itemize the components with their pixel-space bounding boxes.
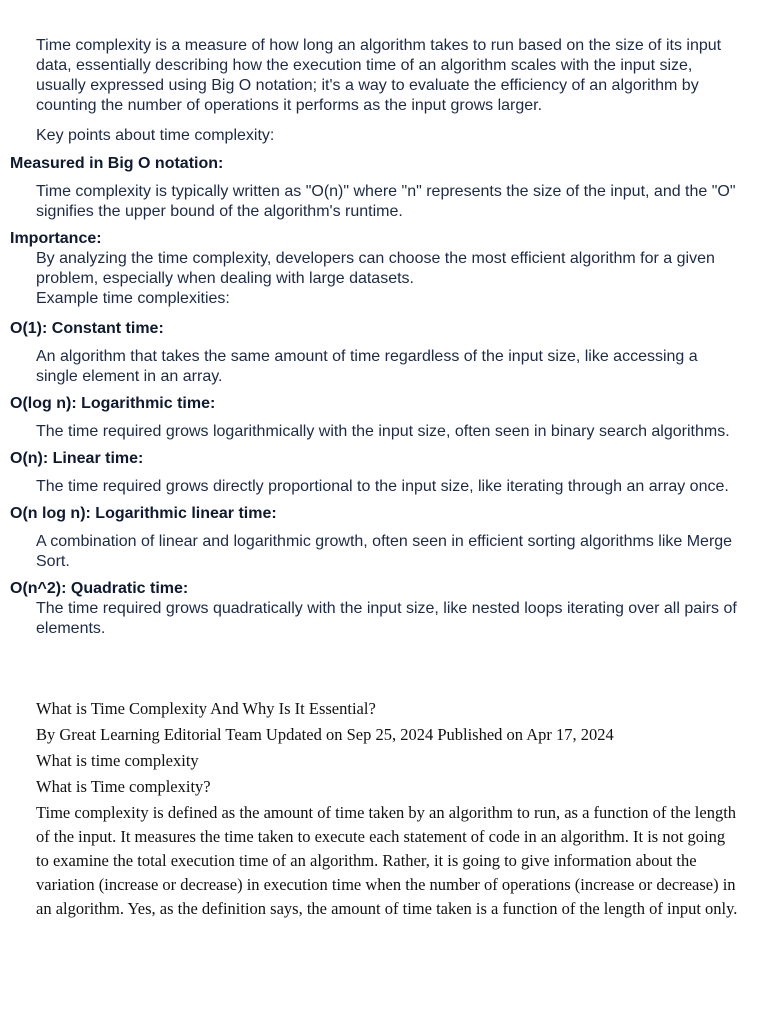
example-logarithmic xyxy=(10,394,738,442)
example-term: O(n^2): Quadratic time: xyxy=(10,580,189,597)
example-constant xyxy=(10,319,738,387)
example-description: A combination of linear and logarithmic growth, often seen in efficient sorting algorithms like Merge Sort. xyxy=(36,533,733,570)
article-heading-1: What is time complexity xyxy=(36,751,199,770)
example-description: An algorithm that takes the same amount of time regardless of the input size, like accessing a single element in an array. xyxy=(36,348,698,385)
example-term: O(n): Linear time: xyxy=(10,450,144,467)
key-points-label: Key points about time complexity: xyxy=(36,127,275,144)
example-term: O(n log n): Logarithmic linear time: xyxy=(10,505,277,522)
example-term: O(log n): Logarithmic time: xyxy=(10,395,216,412)
example-description: The time required grows logarithmically with the input size, often seen in binary search algorithms. xyxy=(36,423,730,440)
article-body: Time complexity is defined as the amount of time taken by an algorithm to run, as a function of the length of the input. It measures the time taken to execute each statement of code in an algorithm. It is not going to examine the total execution time of an algorithm. Rather, it is going to give information about the variation (increase or decrease) in execution time when the number of operations (increase or decrease) in an algorithm. Yes, as the definition says, the amount of time taken is a function of the length of input only. xyxy=(36,803,738,918)
point-description: Time complexity is typically written as "O(n)" where "n" represents the size of the input, and the "O" signifies the upper bound of the algorithm's runtime. xyxy=(36,183,736,220)
point-term: Measured in Big O notation: xyxy=(10,155,224,172)
example-description: The time required grows directly proportional to the input size, like iterating through an array once. xyxy=(36,478,729,495)
article-title: What is Time Complexity And Why Is It Essential? xyxy=(36,699,376,718)
point-big-o xyxy=(10,154,738,222)
examples-label: Example time complexities: xyxy=(36,290,230,307)
example-quadratic xyxy=(10,579,738,639)
example-term: O(1): Constant time: xyxy=(10,320,164,337)
intro-paragraph: Time complexity is a measure of how long an algorithm takes to run based on the size of its input data, essentially describing how the execution time of an algorithm scales with the input size, usually expressed using Big O notation; it's a way to evaluate the efficiency of an algorithm by counting the number of operations it performs as the input grows larger. xyxy=(36,37,722,114)
article-section xyxy=(10,697,738,921)
point-term: Importance: xyxy=(10,230,102,247)
article-byline: By Great Learning Editorial Team Updated on Sep 25, 2024 Published on Apr 17, 2024 xyxy=(36,725,614,744)
article-heading-2: What is Time complexity? xyxy=(36,777,211,796)
example-linearithmic xyxy=(10,504,738,572)
point-importance xyxy=(10,229,738,289)
example-linear xyxy=(10,449,738,497)
example-description: The time required grows quadratically with the input size, like nested loops iterating over all pairs of elements. xyxy=(36,600,737,637)
point-description: By analyzing the time complexity, developers can choose the most efficient algorithm for a given problem, especially when dealing with large datasets. xyxy=(36,250,715,287)
